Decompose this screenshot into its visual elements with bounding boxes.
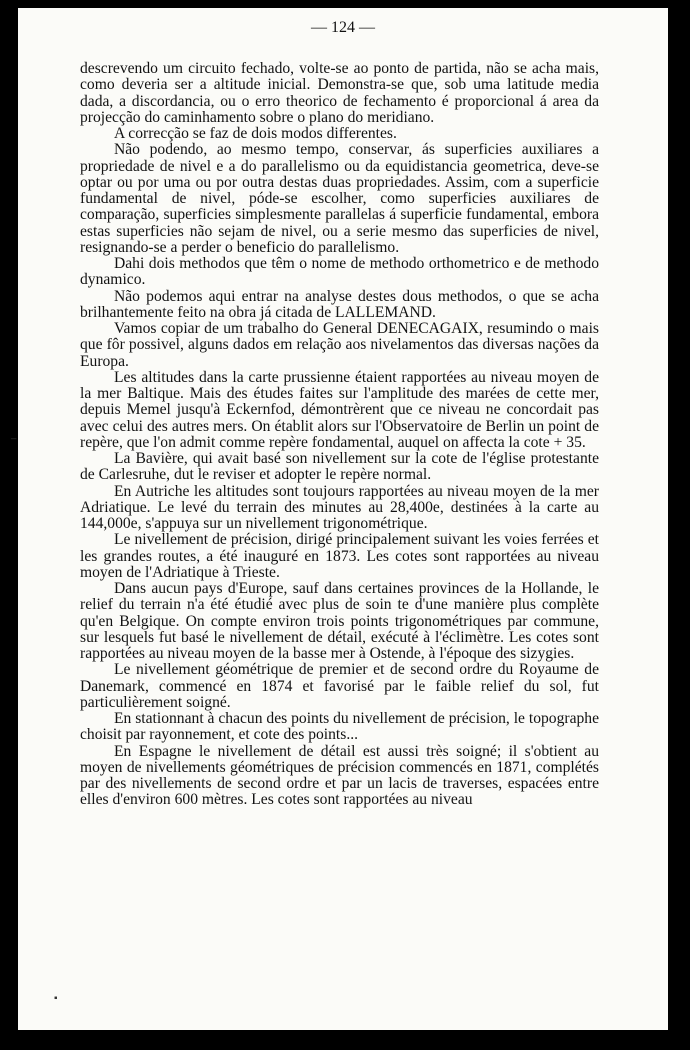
paragraph: En stationnant à chacun des points du nivellement de précision, le topographe choisit par rayonnement, et cote des points... <box>80 710 600 744</box>
paragraph: Dans aucun pays d'Europe, sauf dans certaines provinces de la Hollande, le relief du terrain n'a été étudié avec plus de soin te d'une manière plus complète qu'en Belgique. On compte environ trois points trigonométriques par commune, sur lesquels fut basé le nivellement de détail, exécuté à l'éclimètre. Les cotes sont rapportées au niveau moyen de la basse mer à Ostende, à l'époque des sizygies. <box>80 580 599 662</box>
paragraph: En Autriche les altitudes sont toujours rapportées au niveau moyen de la mer Adriatique. Le levé du terrain des minutes au 28,400e, destinées à la carte au 144,000e, s'appuya sur un nivellement trigonométrique. <box>80 482 599 532</box>
book-page <box>10 8 668 1030</box>
margin-mark: ▪ <box>54 993 58 1004</box>
page-number: — 124 — <box>311 19 375 36</box>
paragraph: Dahi dois methodos que têm o nome de methodo orthometrico e de methodo dynamico. <box>80 255 599 289</box>
paragraph: descrevendo um circuito fechado, volte-se ao ponto de partida, não se acha mais, como deveria ser a altitude inicial. Demonstra-se que, sob uma latitude media dada, a discordancia, ou o erro theorico de fechamento é proporcional á area da projecção do caminhamento sobre o plano do meridiano. <box>80 60 599 126</box>
paragraph: Le nivellement géométrique de premier et de second ordre du Royaume de Danemark, commencé en 1874 et favorisé par le faible relief du sol, fut particulièrement soigné. <box>80 661 599 711</box>
margin-mark: ⁻ <box>10 435 18 450</box>
paragraph: La Bavière, qui avait basé son nivellement sur la cote de l'église protestante de Carlesruhe, dut le reviser et adopter le repère normal. <box>80 450 599 484</box>
paragraph: Les altitudes dans la carte prussienne étaient rapportées au niveau moyen de la mer Baltique. Mais des études faites sur l'amplitude des marées de cette mer, depuis Memel jusqu'à Eckernfod, démontrèrent que ce niveau ne concordait pas avec celui des autres mers. On établit alors sur l'Observatoire de Berlin un point de repère, que l'on admit comme repère fondamental, auquel on affecta la cote + 35. <box>80 368 599 451</box>
paragraph: Não podendo, ao mesmo tempo, conservar, ás superficies auxiliares a propriedade de nivel e a do parallelismo ou da equidistancia geometrica, deve-se optar ou por uma ou por outra destas duas propriedades. Assim, com a superficie fundamental de nivel, póde-se escolher, como superficies auxiliares de comparação, superficies simplesmente parallelas á superficie fundamental, embora estas superficies não sejam de nivel, ou a serie mesmo das superficies de nivel, resignando-se a perder o beneficio do parallelismo. <box>80 141 599 256</box>
paragraph: A correcção se faz de dois modos differentes. <box>114 125 397 142</box>
paragraph: Não podemos aqui entrar na analyse destes dous methodos, o que se acha brilhantemente feito na obra já citada de LALLEMAND. <box>80 287 599 321</box>
paragraph: Vamos copiar de um trabalho do General DENECAGAIX, resumindo o mais que fôr possivel, alguns dados em relação aos nivelamentos das diversas nações da Europa. <box>80 320 599 370</box>
paragraph: En Espagne le nivellement de détail est aussi très soigné; il s'obtient au moyen de nivellements géométriques de précision commencés en 1871, complétés par des nivellements de second ordre et par un lacis de traverses, espacées entre elles d'environ 600 mètres. Les cotes sont rapportées au niveau <box>80 742 599 809</box>
body-text <box>80 61 599 809</box>
paragraph: Le nivellement de précision, dirigé principalement suivant les voies ferrées et les grandes routes, a été inauguré en 1873. Les cotes sont rapportées au niveau moyen de l'Adriatique à Trieste. <box>80 531 599 581</box>
